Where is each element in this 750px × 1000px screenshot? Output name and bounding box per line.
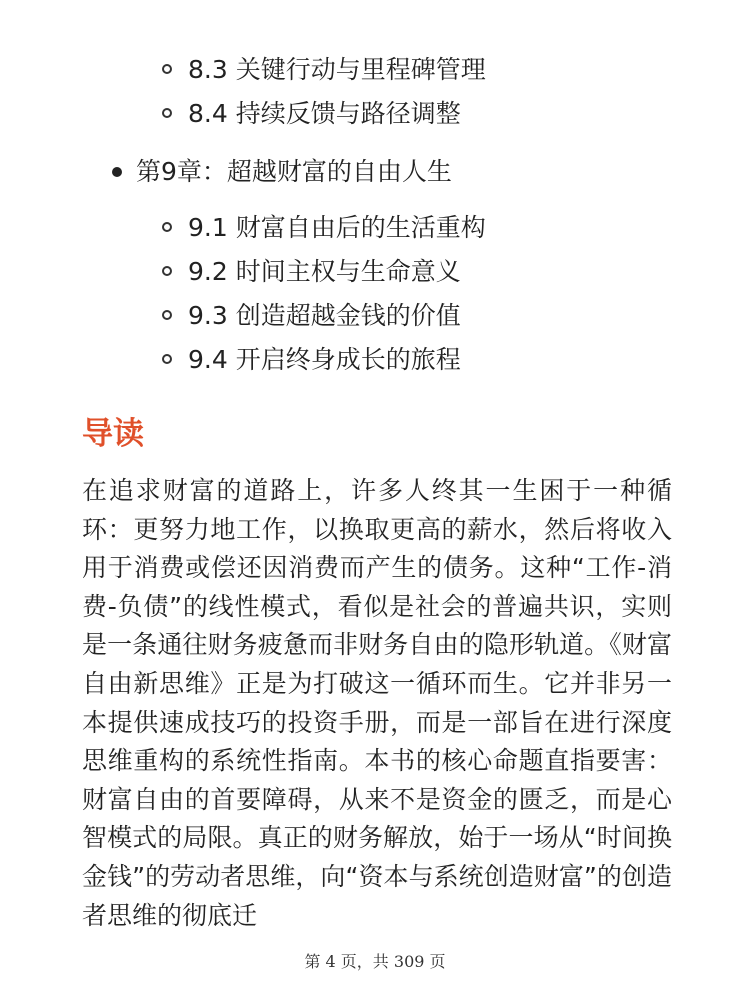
toc-item-label: 8.4 持续反馈与路径调整 [188, 99, 461, 128]
filled-circle-bullet-icon [112, 167, 122, 177]
hollow-circle-bullet-icon [162, 222, 172, 232]
toc-item-9-1[interactable] [0, 206, 750, 250]
toc-item-8-4[interactable] [0, 92, 750, 136]
hollow-circle-bullet-icon [162, 354, 172, 364]
toc-item-9-3[interactable] [0, 294, 750, 338]
toc-item-label: 8.3 关键行动与里程碑管理 [188, 55, 486, 84]
toc-chapter-label: 第9章：超越财富的自由人生 [136, 157, 452, 186]
toc-item-label: 9.3 创造超越金钱的价值 [188, 301, 461, 330]
hollow-circle-bullet-icon [162, 108, 172, 118]
toc-item-8-3[interactable] [0, 48, 750, 92]
hollow-circle-bullet-icon [162, 266, 172, 276]
toc-item-label: 9.4 开启终身成长的旅程 [188, 345, 461, 374]
hollow-circle-bullet-icon [162, 310, 172, 320]
intro-heading: 导读 [82, 416, 144, 452]
page-number-footer: 第 4 页，共 309 页 [304, 952, 446, 971]
toc-item-9-4[interactable] [0, 338, 750, 382]
toc-item-9-2[interactable] [0, 250, 750, 294]
toc-chapter-9[interactable] [0, 148, 750, 196]
toc-item-label: 9.1 财富自由后的生活重构 [188, 213, 486, 242]
hollow-circle-bullet-icon [162, 64, 172, 74]
table-of-contents [0, 48, 750, 382]
intro-paragraph: 在追求财富的道路上，许多人终其一生困于一种循环：更努力地工作，以换取更高的薪水，然后将收入用于消费或偿还因消费而产生的债务。这种“工作-消费-负债”的线性模式，看似是社会的普遍共识，实则是一条通往财务疲惫而非财务自由的隐形轨道。《财富自由新思维》正是为打破这一循环而生。它并非另一本提供速成技巧的投资手册，而是一部旨在进行深度思维重构的系统性指南。本书的核心命题直指要害：财富自由的首要障碍，从来不是资金的匮乏，而是心智模式的局限。真正的财务解放，始于一场从“时间换金钱”的劳动者思维，向“资本与系统创造财富”的创造者思维的彻底迁 [82, 476, 672, 930]
toc-item-label: 9.2 时间主权与生命意义 [188, 257, 461, 286]
